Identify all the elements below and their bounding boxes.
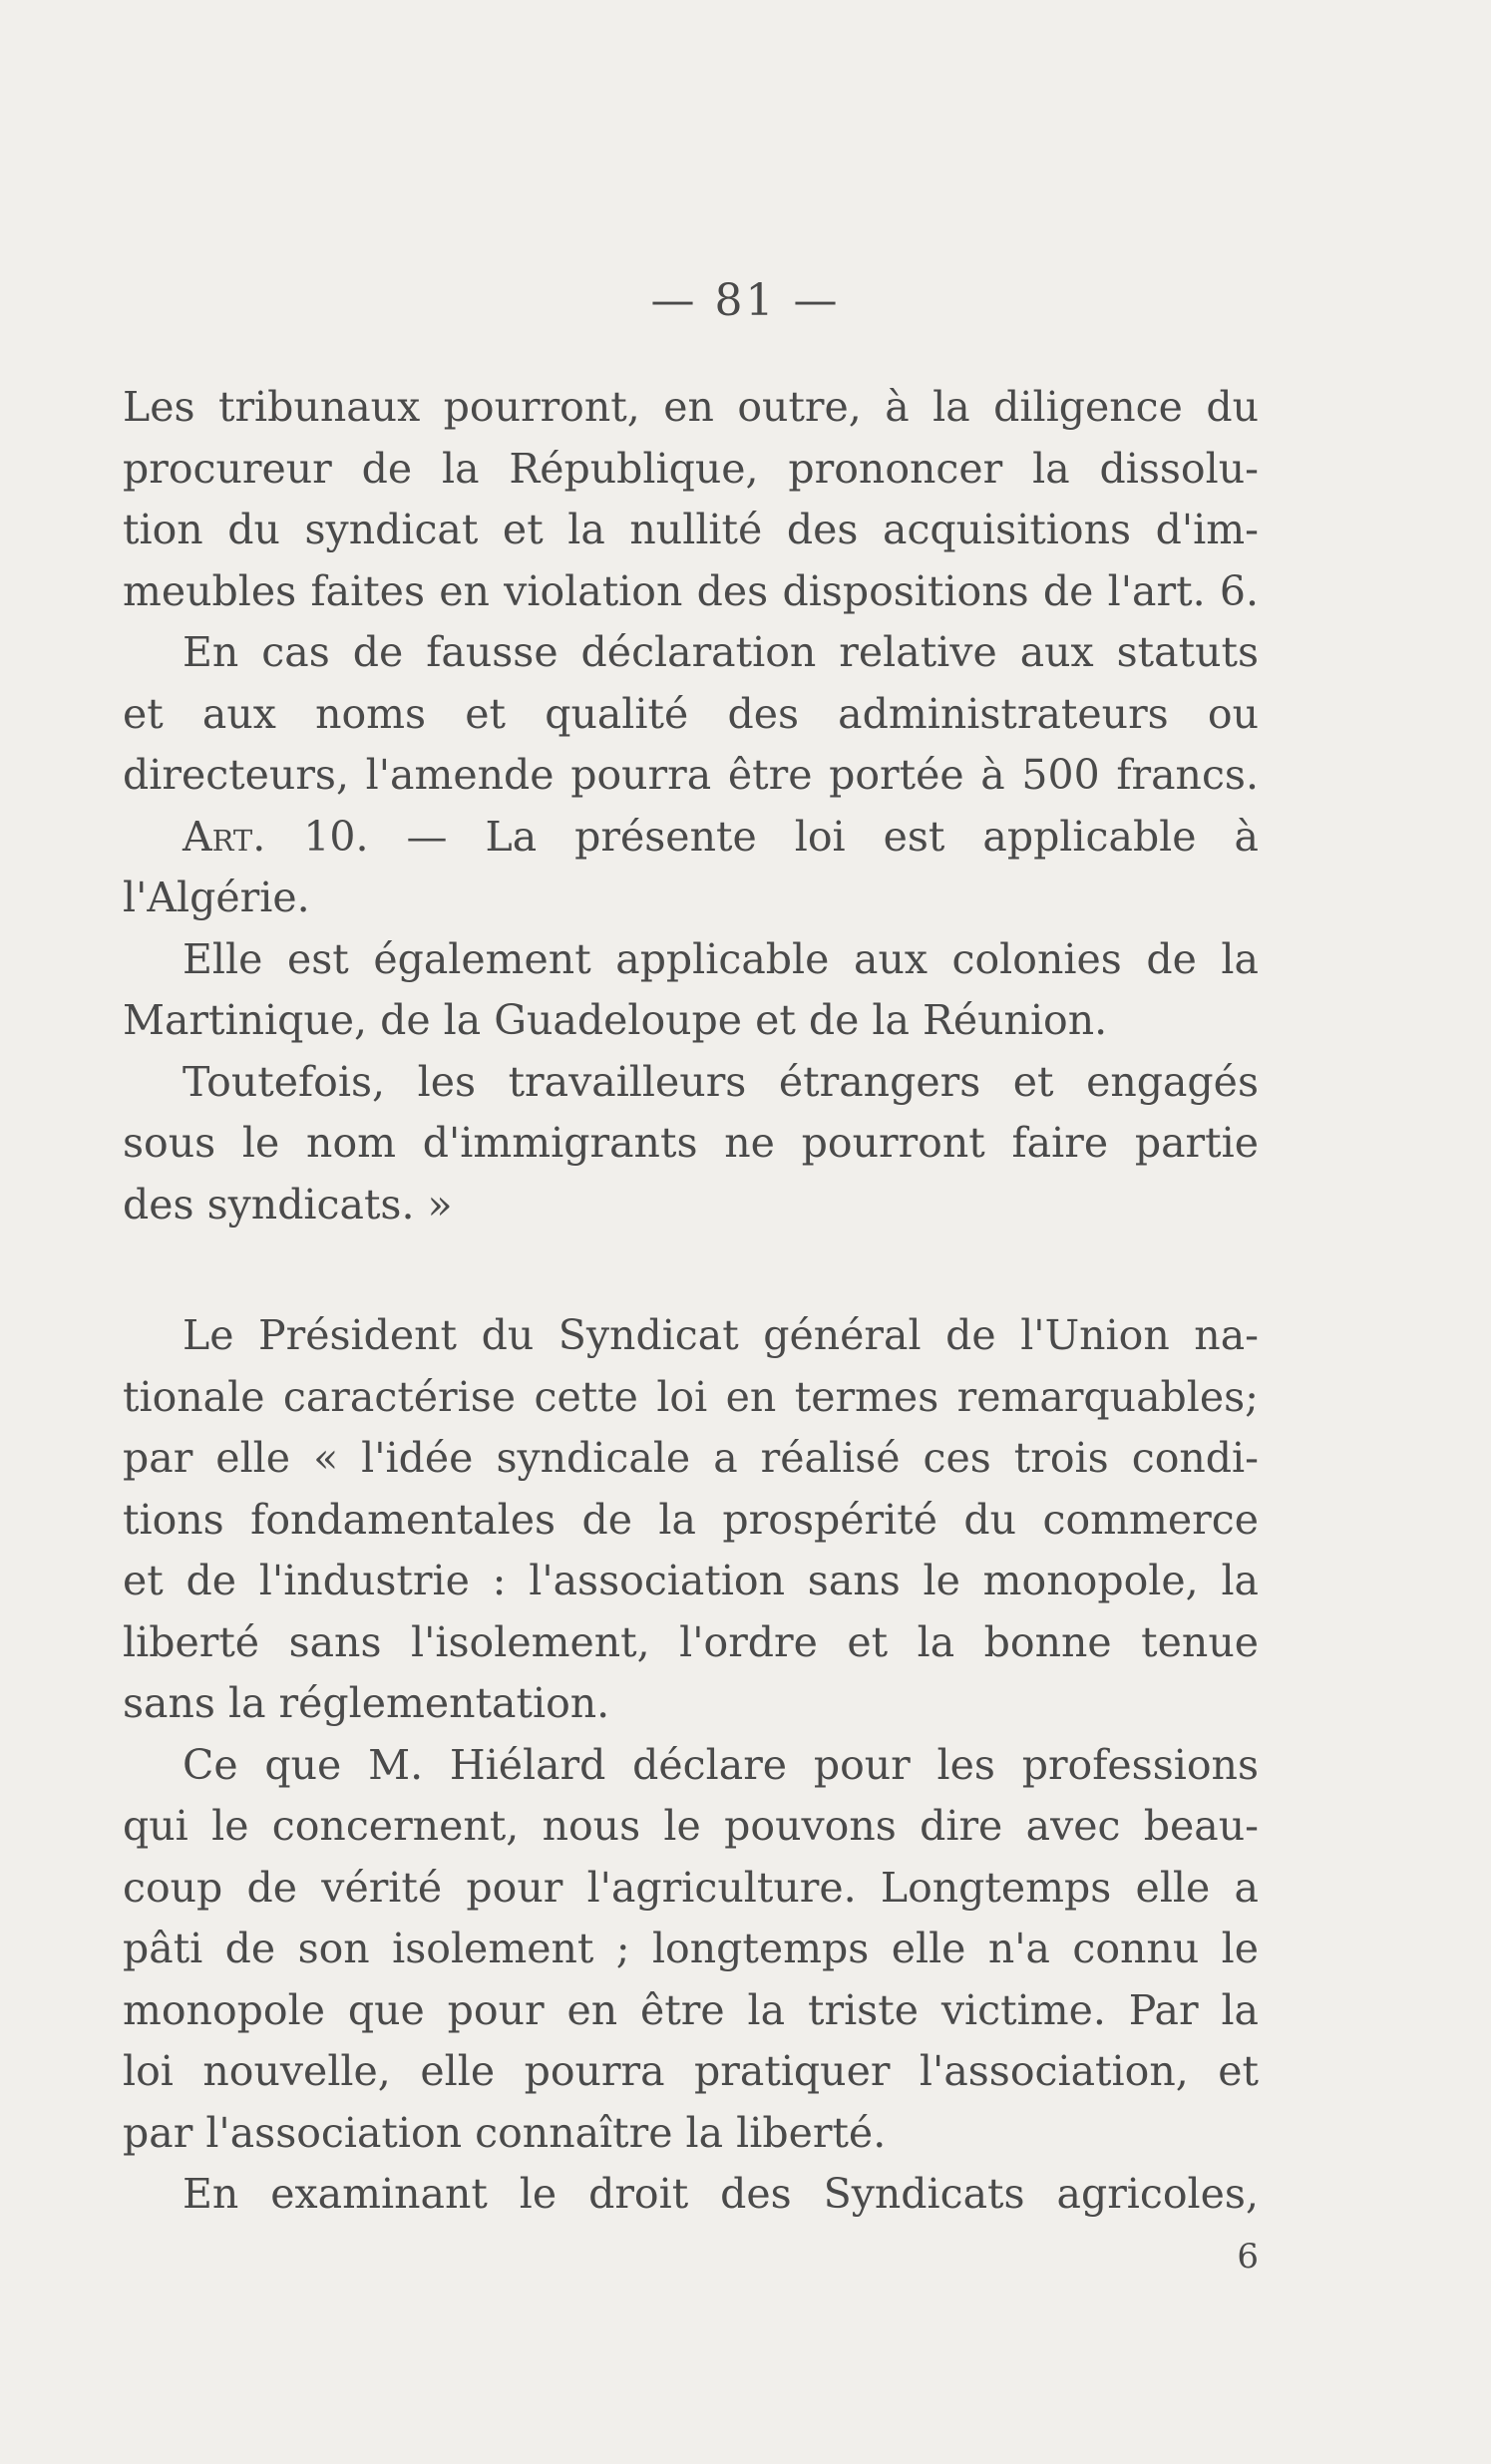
text-line xyxy=(123,807,1259,869)
text-line: par elle « l'idée syndicale a réalisé ces trois condi- xyxy=(123,1434,1259,1482)
paragraph xyxy=(123,807,1259,929)
paragraph xyxy=(123,622,1259,807)
text-line: Martinique, de la Guadeloupe et de la Réunion. xyxy=(123,996,1108,1044)
text-line: sous le nom d'immigrants ne pourront faire partie xyxy=(123,1119,1259,1167)
paragraph xyxy=(123,377,1259,622)
text-line: meubles faites en violation des dispositions de l'art. 6. xyxy=(123,566,1259,615)
text-line: Toutefois, les travailleurs étrangers et engagés xyxy=(183,1057,1259,1106)
text-line: qui le concernent, nous le pouvons dire avec beau- xyxy=(123,1802,1259,1850)
text-line: monopole que pour en être la triste victime. Par la xyxy=(123,1985,1259,2034)
text-line: tionale caractérise cette loi en termes remarquables; xyxy=(123,1372,1259,1421)
text-line: En cas de fausse déclaration relative aux statuts xyxy=(183,628,1259,676)
text-line: liberté sans l'isolement, l'ordre et la bonne tenue xyxy=(123,1617,1259,1666)
article-label: Art. xyxy=(183,812,266,861)
text-line: et de l'industrie : l'association sans le monopole, la xyxy=(123,1557,1259,1604)
text-line: procureur de la République, prononcer la dissolu- xyxy=(123,444,1259,493)
text-line: pâti de son isolement ; longtemps elle n'a connu le xyxy=(123,1925,1259,1972)
body-text xyxy=(123,377,1259,2226)
paragraph xyxy=(123,1305,1259,1735)
text-line: directeurs, l'amende pourra être portée à 500 francs. xyxy=(123,751,1259,799)
text-line: Elle est également applicable aux colonies de la xyxy=(183,934,1259,983)
text-line: loi nouvelle, elle pourra pratiquer l'association, et xyxy=(123,2047,1259,2095)
text-line: Ce que M. Hiélard déclare pour les professions xyxy=(183,1740,1259,1789)
text-line: En examinant le droit des Syndicats agricoles, xyxy=(183,2170,1259,2218)
text-line: l'Algérie. xyxy=(123,874,310,921)
text-line: Le Président du Syndicat général de l'Union na- xyxy=(183,1311,1259,1359)
article-text: 10. — La présente loi est applicable à xyxy=(303,812,1259,861)
paragraph xyxy=(123,2164,1259,2226)
text-line: coup de vérité pour l'agriculture. Longtemps elle a xyxy=(123,1863,1259,1912)
paragraph xyxy=(123,1735,1259,2165)
paragraph xyxy=(123,1052,1259,1236)
section-gap xyxy=(123,1235,1259,1305)
paragraph xyxy=(123,929,1259,1052)
text-line: sans la réglementation. xyxy=(123,1679,610,1727)
text-line: tions fondamentales de la prospérité du commerce xyxy=(123,1495,1259,1544)
text-line: et aux noms et qualité des administrateurs ou xyxy=(123,689,1259,738)
page-number: — 81 — xyxy=(650,275,841,326)
signature-mark: 6 xyxy=(1237,2237,1259,2277)
text-line: des syndicats. » xyxy=(123,1180,453,1229)
text-line: Les tribunaux pourront, en outre, à la diligence du xyxy=(123,383,1259,431)
text-line: par l'association connaître la liberté. xyxy=(123,2108,887,2157)
text-line: tion du syndicat et la nullité des acquisitions d'im- xyxy=(123,506,1259,553)
